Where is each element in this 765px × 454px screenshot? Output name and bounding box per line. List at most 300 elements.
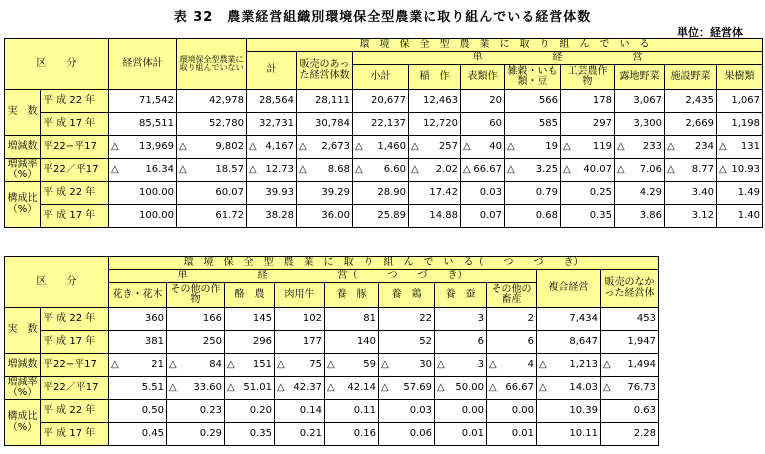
cell-value: 22,137 (371, 117, 406, 129)
table-cell (615, 113, 665, 136)
cell-value: 7.06 (639, 163, 662, 175)
table-cell (601, 400, 659, 423)
cell-value: 453 (636, 312, 656, 324)
table-cell (353, 182, 409, 205)
cell-value: 0.63 (633, 404, 656, 416)
negative-marker: △ (489, 358, 497, 370)
cell-value: 296 (252, 335, 272, 347)
cell-value: 2.28 (633, 427, 656, 439)
table-cell (353, 159, 409, 182)
cell-value: 20,677 (371, 94, 406, 106)
table-cell (297, 90, 353, 113)
unit-label: 単位：経営体 (677, 26, 743, 39)
table-cell (665, 205, 717, 228)
table-cell (275, 423, 325, 446)
table-row (5, 331, 659, 354)
header-grains: 雑穀・いも類・豆 (505, 65, 561, 90)
cell-value: 360 (144, 312, 164, 324)
table-cell (109, 136, 177, 159)
cell-value: 16.34 (145, 163, 174, 175)
cell-value: 66.67 (505, 381, 534, 393)
cell-value: 0.06 (409, 427, 432, 439)
negative-marker: △ (411, 140, 419, 152)
table-cell (109, 331, 167, 354)
cell-value: 30 (419, 358, 432, 370)
negative-marker: △ (603, 358, 611, 370)
cell-value: 1,213 (569, 358, 598, 370)
row-group-kosei: 構成比（%） (5, 400, 41, 446)
cell-value: 20 (489, 94, 502, 106)
table-cell (109, 159, 177, 182)
table-cell (177, 159, 247, 182)
table-cell (297, 182, 353, 205)
table-cell (275, 400, 325, 423)
cell-value: 145 (252, 312, 272, 324)
header-beef: 肉用牛 (275, 283, 325, 308)
table-cell (247, 113, 297, 136)
cell-value: 100.00 (139, 209, 174, 221)
table-row (5, 90, 763, 113)
table-cell (717, 182, 763, 205)
table-cell (247, 90, 297, 113)
table-cell (537, 354, 601, 377)
negative-marker: △ (111, 163, 119, 175)
negative-marker: △ (667, 140, 675, 152)
cell-value: 6 (527, 335, 534, 347)
header-dairy: 酪 農 (225, 283, 275, 308)
table-cell (601, 331, 659, 354)
table-cell (409, 159, 461, 182)
category-header: 区 分 (5, 39, 109, 90)
negative-marker: △ (563, 163, 571, 175)
table-cell (177, 113, 247, 136)
cell-value: 0.29 (199, 427, 222, 439)
cell-value: 52 (419, 335, 432, 347)
negative-marker: △ (411, 163, 419, 175)
table-cell (109, 377, 167, 400)
row-group-jitsu: 実 数 (5, 90, 41, 136)
table-cell (601, 377, 659, 400)
cell-value: 0.45 (141, 427, 164, 439)
table-cell (167, 377, 225, 400)
header-fruit: 果樹類 (717, 65, 763, 90)
cell-value: 12,720 (423, 117, 458, 129)
table-cell (109, 308, 167, 331)
row-group-kosei: 構成比（%） (5, 182, 41, 228)
cell-value: 21 (151, 358, 164, 370)
cell-value: 1,460 (377, 140, 406, 152)
row-label: 平 成 22 年 (41, 182, 109, 205)
table-cell (717, 159, 763, 182)
cell-value: 51.01 (243, 381, 272, 393)
cell-value: 1,067 (731, 94, 760, 106)
cell-value: 3.12 (691, 209, 714, 221)
negative-marker: △ (603, 381, 611, 393)
cell-value: 0.23 (199, 404, 222, 416)
table-cell (325, 354, 379, 377)
negative-marker: △ (169, 381, 177, 393)
table-cell (601, 354, 659, 377)
cell-value: 3.25 (535, 163, 558, 175)
cell-value: 0.20 (249, 404, 272, 416)
table-1 (4, 38, 763, 228)
cell-value: 0.03 (479, 186, 502, 198)
negative-marker: △ (667, 163, 675, 175)
row-label: 平22−平17 (41, 136, 109, 159)
table-cell (461, 159, 505, 182)
table-cell (109, 205, 177, 228)
cell-value: 177 (302, 335, 322, 347)
table-cell (505, 113, 561, 136)
table-row (5, 113, 763, 136)
table-cell (717, 113, 763, 136)
cell-value: 1,947 (627, 335, 656, 347)
cell-value: 61.72 (215, 209, 244, 221)
negative-marker: △ (179, 140, 187, 152)
table-cell (275, 354, 325, 377)
table-cell (537, 331, 601, 354)
header-engaged-cont: 環 境 保 全 型 農 業 に 取 り 組 ん で い る（ つ づ き） (109, 257, 659, 270)
table-cell (665, 113, 717, 136)
negative-marker: △ (719, 163, 727, 175)
cell-value: 585 (538, 117, 558, 129)
table-cell (435, 423, 487, 446)
cell-value: 0.68 (535, 209, 558, 221)
cell-value: 10.11 (569, 427, 598, 439)
table-cell (487, 308, 537, 331)
negative-marker: △ (179, 163, 187, 175)
negative-marker: △ (381, 381, 389, 393)
cell-value: 22 (419, 312, 432, 324)
table-cell (109, 354, 167, 377)
cell-value: 4.29 (639, 186, 662, 198)
cell-value: 131 (740, 140, 760, 152)
row-label: 平 成 17 年 (41, 113, 109, 136)
cell-value: 81 (363, 312, 376, 324)
header-chickens: 養 鶏 (379, 283, 435, 308)
cell-value: 1,494 (627, 358, 656, 370)
table-cell (225, 400, 275, 423)
cell-value: 28,111 (315, 94, 350, 106)
table-cell (561, 182, 615, 205)
row-group-zogen: 増減数 (5, 136, 41, 159)
row-group-zogenritsu: 増減率（%） (5, 159, 41, 182)
table-cell (177, 90, 247, 113)
table-cell (409, 205, 461, 228)
table-cell (665, 182, 717, 205)
table-cell (409, 182, 461, 205)
table-cell (109, 182, 177, 205)
table-cell (225, 308, 275, 331)
table-cell (561, 136, 615, 159)
table-cell (167, 423, 225, 446)
table-cell (561, 205, 615, 228)
negative-marker: △ (355, 163, 363, 175)
table-cell (461, 205, 505, 228)
cell-value: 36.00 (321, 209, 350, 221)
table-cell (717, 136, 763, 159)
table-cell (379, 400, 435, 423)
cell-value: 85,511 (139, 117, 174, 129)
cell-value: 100.00 (139, 186, 174, 198)
header-subtotal: 小計 (353, 65, 409, 90)
table-cell (435, 308, 487, 331)
cell-value: 3 (477, 312, 484, 324)
cell-value: 14.03 (569, 381, 598, 393)
cell-value: 17.42 (429, 186, 458, 198)
cell-value: 30,784 (315, 117, 350, 129)
table-cell (601, 308, 659, 331)
cell-value: 178 (592, 94, 612, 106)
header-silkworm: 養 蚕 (435, 283, 487, 308)
cell-value: 50.00 (455, 381, 484, 393)
table-cell (461, 90, 505, 113)
cell-value: 33.60 (193, 381, 222, 393)
cell-value: 12,463 (423, 94, 458, 106)
cell-value: 0.07 (479, 209, 502, 221)
table-row (5, 400, 659, 423)
header-single-cont: 単 経 営（ つ づ き） (109, 270, 537, 283)
cell-value: 12.73 (265, 163, 294, 175)
cell-value: 39.29 (321, 186, 350, 198)
table-cell (297, 136, 353, 159)
cell-value: 0.03 (409, 404, 432, 416)
table-row (5, 136, 763, 159)
cell-value: 0.79 (535, 186, 558, 198)
table-cell (665, 90, 717, 113)
table-cell (247, 159, 297, 182)
cell-value: 4 (527, 358, 534, 370)
cell-value: 8.77 (691, 163, 714, 175)
table-cell (177, 182, 247, 205)
cell-value: 59 (363, 358, 376, 370)
cell-value: 42.37 (293, 381, 322, 393)
negative-marker: △ (563, 140, 571, 152)
table-cell (275, 331, 325, 354)
table-cell (225, 423, 275, 446)
negative-marker: △ (539, 381, 547, 393)
table-cell (247, 136, 297, 159)
cell-value: 8,647 (569, 335, 598, 347)
table-cell (409, 113, 461, 136)
header-rice: 稲 作 (409, 65, 461, 90)
table-cell (717, 90, 763, 113)
cell-value: 39.93 (265, 186, 294, 198)
cell-value: 76.73 (627, 381, 656, 393)
cell-value: 2,669 (685, 117, 714, 129)
cell-value: 102 (302, 312, 322, 324)
row-label: 平22／平17 (41, 377, 109, 400)
header-engaged: 環 境 保 全 型 農 業 に 取 り 組 ん で い る (247, 39, 763, 52)
cell-value: 2.02 (435, 163, 458, 175)
cell-value: 57.69 (403, 381, 432, 393)
cell-value: 257 (438, 140, 458, 152)
negative-marker: △ (381, 358, 389, 370)
cell-value: 1.40 (737, 209, 760, 221)
cell-value: 10.39 (569, 404, 598, 416)
table-cell (353, 205, 409, 228)
cell-value: 2,673 (321, 140, 350, 152)
cell-value: 75 (309, 358, 322, 370)
table-cell (325, 377, 379, 400)
table-cell (665, 159, 717, 182)
cell-value: 4,167 (265, 140, 294, 152)
cell-value: 0.01 (461, 427, 484, 439)
negative-marker: △ (327, 381, 335, 393)
cell-value: 42.14 (347, 381, 376, 393)
table-cell (167, 354, 225, 377)
table-cell (109, 400, 167, 423)
header-flowers: 花き・花木 (109, 283, 167, 308)
table-cell (717, 205, 763, 228)
header-multiple: 複合経営 (537, 270, 601, 308)
table-cell (505, 136, 561, 159)
negative-marker: △ (111, 140, 119, 152)
table-cell (615, 159, 665, 182)
table-cell (561, 113, 615, 136)
cell-value: 9,802 (215, 140, 244, 152)
row-label: 平 成 22 年 (41, 308, 109, 331)
table-row (5, 308, 659, 331)
negative-marker: △ (437, 358, 445, 370)
table-cell (487, 354, 537, 377)
cell-value: 14.88 (429, 209, 458, 221)
negative-marker: △ (355, 140, 363, 152)
table-cell (615, 90, 665, 113)
table-cell (109, 113, 177, 136)
table-cell (297, 113, 353, 136)
table-cell (435, 331, 487, 354)
header-sales: 販売のあった経営体数 (297, 52, 353, 90)
row-group-zogen: 増減数 (5, 354, 41, 377)
table-cell (275, 377, 325, 400)
negative-marker: △ (463, 140, 471, 152)
cell-value: 1.49 (737, 186, 760, 198)
table-cell (435, 377, 487, 400)
cell-value: 6.60 (383, 163, 406, 175)
cell-value: 32,731 (259, 117, 294, 129)
cell-value: 25.89 (377, 209, 406, 221)
cell-value: 42,978 (209, 94, 244, 106)
cell-value: 2 (527, 312, 534, 324)
row-group-jitsu: 実 数 (5, 308, 41, 354)
table-2 (4, 256, 659, 446)
header-total: 経営体計 (109, 39, 177, 90)
cell-value: 52,780 (209, 117, 244, 129)
table-row (5, 354, 659, 377)
table-cell (225, 331, 275, 354)
negative-marker: △ (227, 358, 235, 370)
table-cell (461, 113, 505, 136)
table-cell (379, 377, 435, 400)
cell-value: 2,435 (685, 94, 714, 106)
table-cell (505, 90, 561, 113)
cell-value: 19 (545, 140, 558, 152)
cell-value: 0.00 (511, 404, 534, 416)
table-cell (325, 308, 379, 331)
table-cell (561, 90, 615, 113)
cell-value: 13,969 (139, 140, 174, 152)
table-cell (379, 331, 435, 354)
table-cell (665, 136, 717, 159)
table-cell (177, 205, 247, 228)
negative-marker: △ (489, 381, 497, 393)
table-cell (505, 159, 561, 182)
table-cell (109, 423, 167, 446)
row-label: 平 成 17 年 (41, 205, 109, 228)
table-cell (537, 377, 601, 400)
cell-value: 28.90 (377, 186, 406, 198)
negative-marker: △ (507, 163, 515, 175)
table-cell (353, 90, 409, 113)
cell-value: 233 (642, 140, 662, 152)
cell-value: 84 (209, 358, 222, 370)
table-cell (615, 182, 665, 205)
table-cell (537, 400, 601, 423)
table-cell (167, 400, 225, 423)
negative-marker: △ (463, 163, 471, 175)
table-row (5, 159, 763, 182)
negative-marker: △ (327, 358, 335, 370)
table-cell (487, 331, 537, 354)
cell-value: 0.35 (589, 209, 612, 221)
header-no-sales: 販売のなかった経営体 (601, 270, 659, 308)
table-cell (379, 308, 435, 331)
negative-marker: △ (111, 358, 119, 370)
table-cell (615, 205, 665, 228)
table-cell (353, 113, 409, 136)
table-cell (537, 308, 601, 331)
cell-value: 0.35 (249, 427, 272, 439)
cell-value: 18.57 (215, 163, 244, 175)
cell-value: 71,542 (139, 94, 174, 106)
table-row (5, 205, 763, 228)
negative-marker: △ (299, 140, 307, 152)
header-coarse: 表類作 (461, 65, 505, 90)
header-not-engaged: 環境保全型農業に取り組んでいない (177, 39, 247, 90)
cell-value: 3.40 (691, 186, 714, 198)
negative-marker: △ (617, 140, 625, 152)
cell-value: 1,198 (731, 117, 760, 129)
table-cell (353, 136, 409, 159)
row-label: 平22／平17 (41, 159, 109, 182)
cell-value: 60 (489, 117, 502, 129)
table-cell (487, 377, 537, 400)
cell-value: 0.11 (353, 404, 376, 416)
table-cell (177, 136, 247, 159)
negative-marker: △ (249, 140, 257, 152)
table-cell (325, 331, 379, 354)
table-cell (487, 400, 537, 423)
negative-marker: △ (249, 163, 257, 175)
table-cell (297, 205, 353, 228)
cell-value: 38.28 (265, 209, 294, 221)
row-label: 平22−平17 (41, 354, 109, 377)
cell-value: 0.21 (299, 427, 322, 439)
cell-value: 0.50 (141, 404, 164, 416)
cell-value: 3,067 (633, 94, 662, 106)
table-cell (461, 182, 505, 205)
cell-value: 5.51 (141, 381, 164, 393)
cell-value: 140 (356, 335, 376, 347)
row-label: 平 成 17 年 (41, 423, 109, 446)
header-pigs: 養 豚 (325, 283, 379, 308)
cell-value: 381 (144, 335, 164, 347)
negative-marker: △ (437, 381, 445, 393)
negative-marker: △ (617, 163, 625, 175)
cell-value: 166 (202, 312, 222, 324)
cell-value: 566 (538, 94, 558, 106)
